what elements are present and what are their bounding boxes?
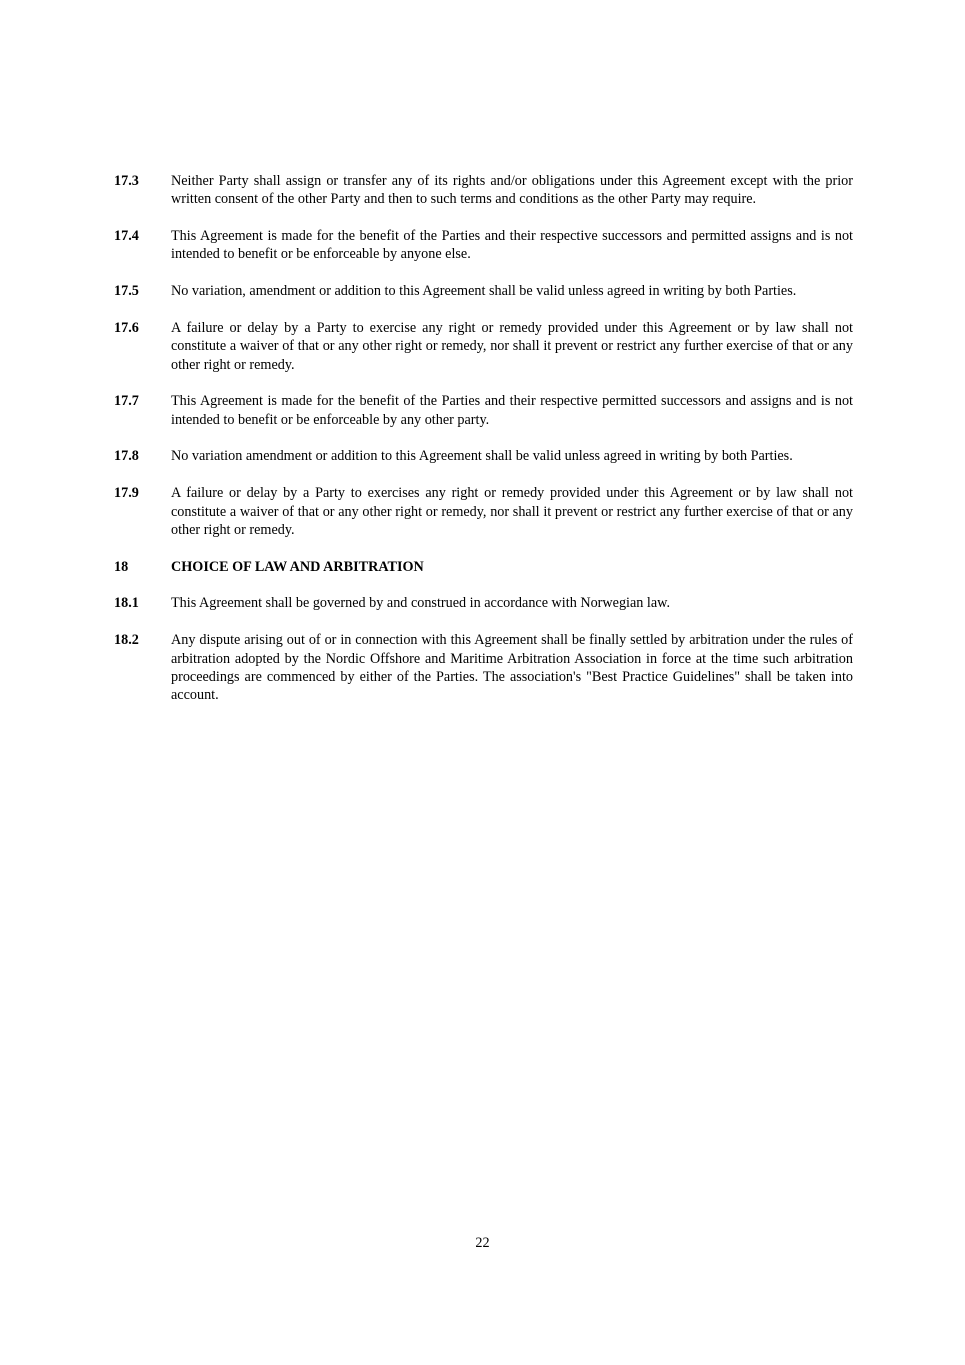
clause-text: This Agreement shall be governed by and construed in accordance with Norwegian law.	[171, 595, 671, 612]
clause-18-2	[114, 631, 853, 704]
clause-17-7	[114, 392, 853, 429]
clause-number: 18.2	[114, 632, 139, 649]
document-body	[114, 172, 853, 723]
clause-17-8	[114, 447, 853, 465]
clause-text: No variation amendment or addition to this Agreement shall be valid unless agreed in writing by both Parties.	[171, 448, 793, 465]
clause-17-3	[114, 172, 853, 209]
clause-17-6	[114, 319, 853, 374]
clause-18-1	[114, 594, 853, 612]
clause-text: This Agreement is made for the benefit of the Parties and their respective successors and permitted assigns and is not intended to benefit or be enforceable by anyone else.	[171, 228, 853, 263]
clause-number: 17.4	[114, 228, 139, 245]
section-heading-18	[114, 558, 853, 576]
clause-number: 17.6	[114, 319, 139, 336]
clause-number: 17.9	[114, 485, 139, 502]
clause-number: 17.3	[114, 173, 139, 189]
clause-number: 17.7	[114, 393, 139, 410]
clause-17-5	[114, 282, 853, 300]
clause-17-4	[114, 227, 853, 264]
clause-text: A failure or delay by a Party to exercise any right or remedy provided under this Agreement or by law shall not constitute a waiver of that or any other right or remedy, nor shall it prevent or restrict any further exercise of that or any other right or remedy.	[171, 319, 853, 373]
clause-number: 17.8	[114, 448, 139, 465]
section-number: 18	[114, 558, 129, 575]
section-title: CHOICE OF LAW AND ARBITRATION	[171, 558, 424, 575]
clause-text: A failure or delay by a Party to exercises any right or remedy provided under this Agreement or by law shall not constitute a waiver of that or any other right or remedy, nor shall it prevent or restrict any further exercise of that or any other right or remedy.	[171, 485, 853, 538]
clause-text: Neither Party shall assign or transfer any of its rights and/or obligations under this Agreement except with the prior written consent of the other Party and then to such terms and conditions as the other Party may require.	[171, 173, 853, 208]
clause-text: No variation, amendment or addition to this Agreement shall be valid unless agreed in writing by both Parties.	[171, 283, 797, 300]
page-number: 22	[475, 1235, 490, 1251]
clause-number: 17.5	[114, 283, 139, 300]
clause-17-9	[114, 484, 853, 539]
clause-number: 18.1	[114, 595, 139, 612]
clause-text: Any dispute arising out of or in connection with this Agreement shall be finally settled by arbitration under the rules of arbitration adopted by the Nordic Offshore and Maritime Arbitration Association in force at the time such arbitration proceedings are commenced by either of the Parties. The association's "Best Practice Guidelines" shall be taken into account.	[171, 632, 853, 704]
clause-text: This Agreement is made for the benefit of the Parties and their respective permitted successors and assigns and is not intended to benefit or be enforceable by any other party.	[171, 393, 853, 428]
